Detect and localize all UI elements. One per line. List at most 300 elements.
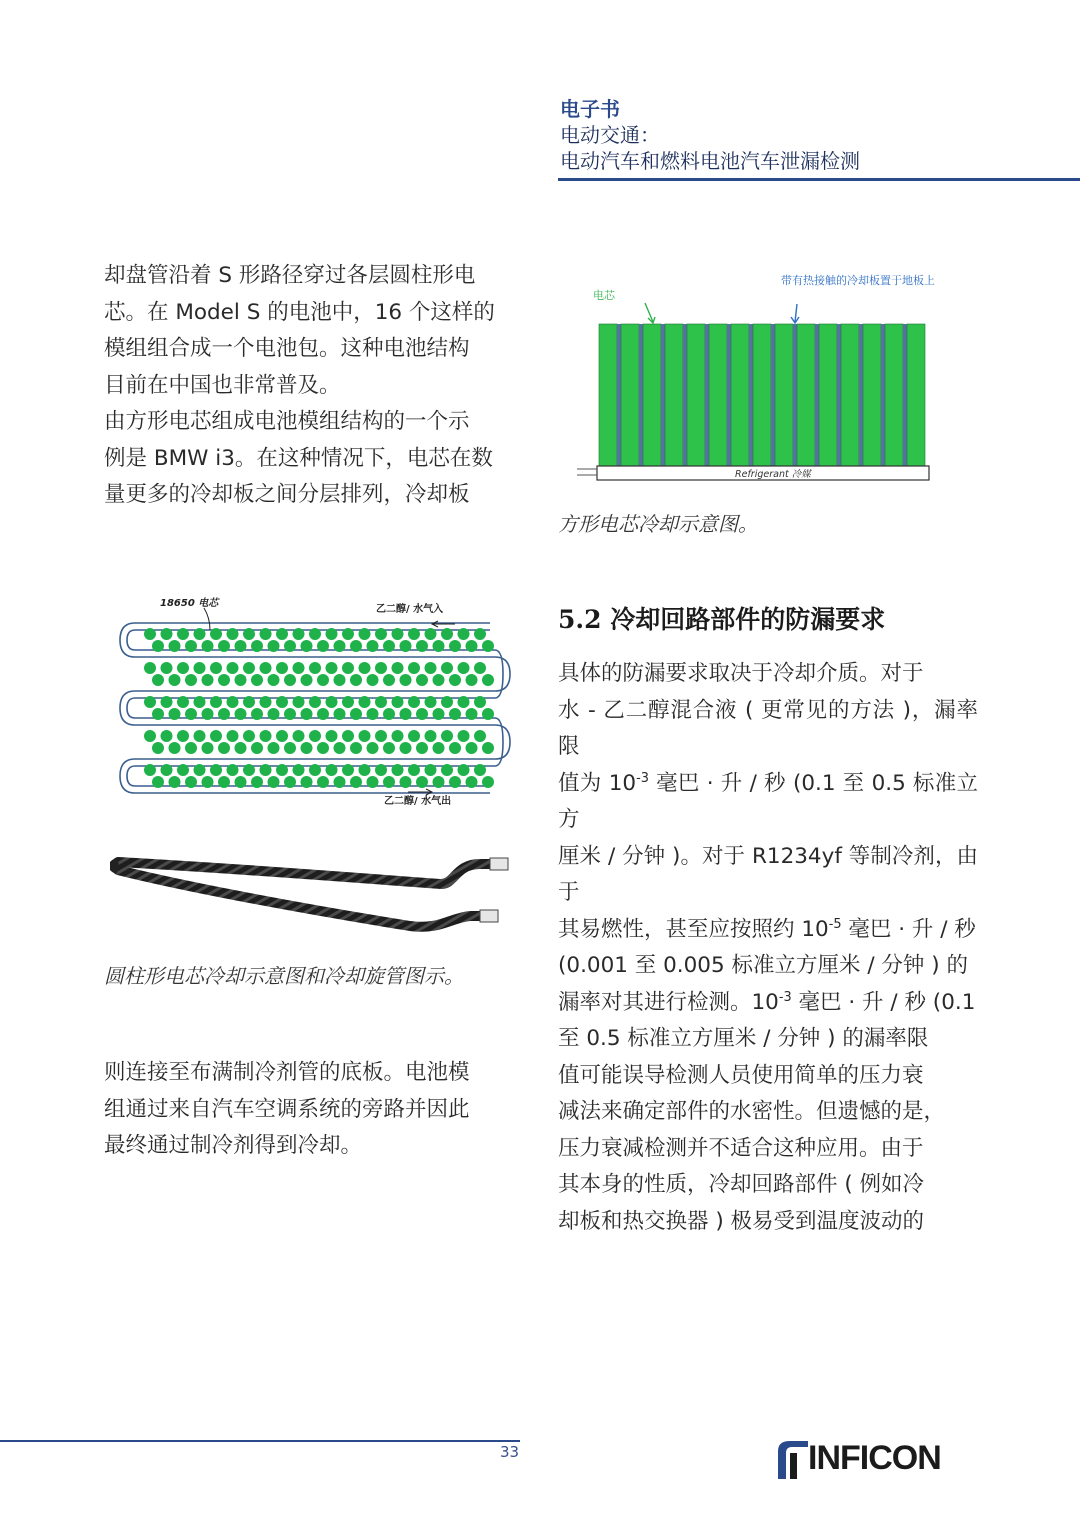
cylindrical-cell bbox=[474, 662, 486, 674]
cylindrical-cell bbox=[169, 742, 181, 754]
cylindrical-cell bbox=[392, 696, 404, 708]
cylindrical-cell bbox=[251, 640, 263, 652]
text-line: 芯。在 Model S 的电池中，16 个这样的 bbox=[104, 299, 495, 325]
cylindrical-cell bbox=[301, 776, 313, 788]
cylindrical-cell bbox=[482, 708, 494, 720]
cylindrical-cell bbox=[251, 776, 263, 788]
cylindrical-cell bbox=[161, 628, 173, 640]
text-segment: 毫巴 · 升 / 秒 (0.1 至 0.5 标准立方 bbox=[558, 770, 978, 832]
cylindrical-cell bbox=[227, 764, 239, 776]
cylindrical-cell bbox=[144, 628, 156, 640]
prismatic-cell bbox=[643, 324, 661, 466]
text-line: 其本身的性质，冷却回路部件 ( 例如冷 bbox=[558, 1172, 925, 1197]
left-column-bottom bbox=[104, 1055, 524, 1165]
cylindrical-cell bbox=[218, 776, 230, 788]
cell-label: 18650 电芯 bbox=[160, 598, 219, 609]
cylindrical-cell bbox=[342, 764, 354, 776]
cylindrical-cell bbox=[317, 640, 329, 652]
cooling-plate bbox=[837, 324, 841, 466]
text-line: 量更多的冷却板之间分层排列，冷却板 bbox=[104, 482, 470, 507]
cylindrical-cell bbox=[309, 628, 321, 640]
cylindrical-cell bbox=[152, 742, 164, 754]
cylindrical-cell bbox=[425, 628, 437, 640]
cylindrical-cell bbox=[251, 708, 263, 720]
cylindrical-cell bbox=[342, 730, 354, 742]
cooling-plate bbox=[903, 324, 907, 466]
cylindrical-cell bbox=[235, 708, 247, 720]
cylindrical-cell bbox=[210, 628, 222, 640]
cylindrical-cell bbox=[383, 640, 395, 652]
cylindrical-cell bbox=[433, 708, 445, 720]
prismatic-cell bbox=[819, 324, 837, 466]
cylindrical-cell bbox=[408, 696, 420, 708]
cylindrical-cell bbox=[218, 708, 230, 720]
cylindrical-cell bbox=[243, 628, 255, 640]
cylindrical-cell bbox=[383, 674, 395, 686]
cylindrical-cell bbox=[466, 674, 478, 686]
cylindrical-cell bbox=[144, 696, 156, 708]
cooling-plate bbox=[705, 324, 709, 466]
cylindrical-cell bbox=[449, 776, 461, 788]
cylindrical-cell bbox=[301, 674, 313, 686]
cooling-coil-illustration bbox=[110, 848, 520, 948]
cylindrical-cell bbox=[474, 628, 486, 640]
cylindrical-cell bbox=[293, 696, 305, 708]
prismatic-cell bbox=[687, 324, 705, 466]
cylindrical-cell bbox=[202, 742, 214, 754]
exponent: -3 bbox=[636, 770, 649, 786]
cylindrical-cell bbox=[433, 640, 445, 652]
text-line: 压力衰减检测并不适合这种应用。由于 bbox=[558, 1135, 924, 1161]
prismatic-cell bbox=[731, 324, 749, 466]
outlet-label: 乙二醇/ 水气出 bbox=[384, 796, 452, 807]
cell-pointer-arrow bbox=[204, 608, 210, 630]
cylindrical-cell bbox=[350, 742, 362, 754]
cooling-plate bbox=[749, 324, 753, 466]
cylindrical-cell bbox=[152, 776, 164, 788]
cylindrical-cell bbox=[416, 776, 428, 788]
cylindrical-cell bbox=[317, 776, 329, 788]
cylindrical-cell bbox=[367, 640, 379, 652]
cylindrical-cell bbox=[260, 764, 272, 776]
text-line: 组通过来自汽车空调系统的旁路并因此 bbox=[104, 1096, 470, 1122]
cylindrical-cell bbox=[243, 662, 255, 674]
cylindrical-cell bbox=[326, 662, 338, 674]
cylindrical-cell bbox=[276, 696, 288, 708]
cylindrical-cell bbox=[375, 730, 387, 742]
cylindrical-cell bbox=[342, 628, 354, 640]
cylindrical-cell bbox=[284, 742, 296, 754]
text-line: 目前在中国也非常普及。 bbox=[104, 372, 341, 398]
cylindrical-cell bbox=[367, 742, 379, 754]
cylindrical-cell bbox=[301, 742, 313, 754]
cylindrical-cell bbox=[466, 640, 478, 652]
cylindrical-cell bbox=[227, 730, 239, 742]
cylindrical-cell bbox=[408, 730, 420, 742]
inficon-logo-text: INFICON bbox=[808, 1439, 941, 1477]
cylindrical-cell bbox=[408, 764, 420, 776]
plate-arrow bbox=[791, 304, 799, 323]
cylindrical-cell bbox=[342, 696, 354, 708]
text-segment: 漏率对其进行检测。10 bbox=[558, 989, 779, 1015]
cylindrical-cell bbox=[458, 764, 470, 776]
cylindrical-cell bbox=[227, 696, 239, 708]
cylindrical-cell bbox=[334, 640, 346, 652]
inficon-logo bbox=[770, 1435, 980, 1485]
cylindrical-cell bbox=[235, 742, 247, 754]
cylindrical-cell bbox=[144, 730, 156, 742]
cylindrical-cell bbox=[482, 674, 494, 686]
cylindrical-cell bbox=[194, 628, 206, 640]
cylindrical-cell bbox=[375, 764, 387, 776]
cylindrical-cell bbox=[383, 708, 395, 720]
cylindrical-cell bbox=[466, 776, 478, 788]
cylindrical-cell bbox=[482, 742, 494, 754]
prismatic-cell bbox=[599, 324, 617, 466]
cylindrical-cell bbox=[334, 674, 346, 686]
cylindrical-cell bbox=[367, 776, 379, 788]
section-title: 5.2 冷却回路部件的防漏要求 bbox=[558, 605, 886, 634]
cylindrical-cell bbox=[392, 764, 404, 776]
cylindrical-cell bbox=[210, 730, 222, 742]
figure-caption-cylindrical: 圆柱形电芯冷却示意图和冷却旋管图示。 bbox=[104, 964, 464, 988]
cylindrical-cell bbox=[251, 674, 263, 686]
cylindrical-cell bbox=[482, 776, 494, 788]
cooling-plate bbox=[793, 324, 797, 466]
cooling-plate bbox=[683, 324, 687, 466]
cylindrical-cell bbox=[185, 640, 197, 652]
plate-label: 带有热接触的冷却板置于地板上 bbox=[781, 274, 935, 287]
cylindrical-cell bbox=[301, 708, 313, 720]
cylindrical-cell bbox=[268, 742, 280, 754]
prismatic-cells bbox=[599, 324, 925, 466]
cylindrical-cell bbox=[449, 674, 461, 686]
cylindrical-cell bbox=[474, 730, 486, 742]
cylindrical-cell bbox=[326, 696, 338, 708]
cylindrical-cell bbox=[482, 640, 494, 652]
paragraph-model-s bbox=[104, 258, 524, 404]
header-subtitle-1: 电动交通： bbox=[560, 123, 660, 147]
cylindrical-cell bbox=[276, 662, 288, 674]
cylindrical-cell bbox=[243, 764, 255, 776]
prismatic-cell bbox=[621, 324, 639, 466]
cylindrical-cell bbox=[392, 730, 404, 742]
cylindrical-cell bbox=[474, 764, 486, 776]
cylindrical-cell bbox=[408, 662, 420, 674]
cylindrical-cell bbox=[367, 708, 379, 720]
right-column-body bbox=[558, 656, 978, 1240]
cylindrical-cell bbox=[317, 674, 329, 686]
cylindrical-cell bbox=[334, 776, 346, 788]
cylindrical-cell bbox=[416, 674, 428, 686]
cylindrical-cell bbox=[458, 730, 470, 742]
text-line: 例是 BMW i3。在这种情况下，电芯在数 bbox=[104, 445, 493, 471]
prismatic-cell bbox=[753, 324, 771, 466]
cylindrical-cell bbox=[218, 640, 230, 652]
cylindrical-cell bbox=[194, 730, 206, 742]
exponent: -5 bbox=[828, 916, 842, 932]
cooling-plate bbox=[617, 324, 621, 466]
text-line: 却板和热交换器 ) 极易受到温度波动的 bbox=[558, 1208, 925, 1234]
cylindrical-cell bbox=[260, 662, 272, 674]
cylindrical-cell bbox=[210, 696, 222, 708]
cylindrical-cell bbox=[359, 696, 371, 708]
cylindrical-cell bbox=[293, 764, 305, 776]
cylindrical-cell bbox=[194, 662, 206, 674]
cylindrical-cell bbox=[293, 730, 305, 742]
cylindrical-cell bbox=[400, 742, 412, 754]
coil-loop-end bbox=[113, 862, 118, 870]
cylindrical-cell bbox=[260, 628, 272, 640]
left-column-top bbox=[104, 258, 524, 514]
cylindrical-cell bbox=[375, 662, 387, 674]
cylindrical-cell bbox=[144, 764, 156, 776]
cylindrical-cell bbox=[326, 628, 338, 640]
cooling-plate bbox=[859, 324, 863, 466]
cylindrical-cell bbox=[375, 696, 387, 708]
cylindrical-cell bbox=[425, 662, 437, 674]
text-line: (0.001 至 0.005 标准立方厘米 / 分钟 ) 的 bbox=[558, 953, 968, 978]
cylindrical-cell bbox=[227, 662, 239, 674]
cylindrical-cell bbox=[235, 776, 247, 788]
cylindrical-cell bbox=[466, 708, 478, 720]
prismatic-cell bbox=[841, 324, 859, 466]
cylindrical-cell bbox=[152, 640, 164, 652]
cylindrical-cell-diagram bbox=[110, 590, 520, 815]
cylindrical-cell bbox=[177, 764, 189, 776]
cylindrical-cell bbox=[144, 662, 156, 674]
cylindrical-cell bbox=[367, 674, 379, 686]
cylindrical-cell bbox=[309, 764, 321, 776]
cylindrical-cell bbox=[284, 674, 296, 686]
cylindrical-cell bbox=[350, 640, 362, 652]
cylindrical-cell bbox=[317, 708, 329, 720]
cooling-plate bbox=[661, 324, 665, 466]
cylindrical-cell bbox=[425, 730, 437, 742]
cooling-plate bbox=[639, 324, 643, 466]
cylindrical-cell bbox=[375, 628, 387, 640]
cylindrical-cell bbox=[309, 730, 321, 742]
text-segment: 毫巴 · 升 / 秒 bbox=[841, 916, 976, 942]
cylindrical-cell bbox=[185, 776, 197, 788]
text-line: 厘米 / 分钟 )。对于 R1234yf 等制冷剂，由于 bbox=[558, 843, 978, 905]
prismatic-cell bbox=[665, 324, 683, 466]
cylindrical-cell bbox=[400, 674, 412, 686]
cylindrical-cell bbox=[342, 662, 354, 674]
document-header bbox=[560, 96, 1080, 174]
cylindrical-cell bbox=[441, 764, 453, 776]
cylindrical-cell bbox=[276, 764, 288, 776]
cylindrical-cell bbox=[441, 730, 453, 742]
cylindrical-cell bbox=[185, 742, 197, 754]
cylindrical-cell bbox=[251, 742, 263, 754]
cylindrical-cell bbox=[449, 708, 461, 720]
cooling-plate bbox=[771, 324, 775, 466]
cylindrical-cell bbox=[177, 662, 189, 674]
cylindrical-cell bbox=[185, 708, 197, 720]
cylindrical-cell bbox=[383, 742, 395, 754]
figure-caption-prismatic: 方形电芯冷却示意图。 bbox=[558, 512, 758, 536]
cylindrical-cell bbox=[359, 628, 371, 640]
cylindrical-cell bbox=[177, 696, 189, 708]
cylindrical-cell bbox=[268, 674, 280, 686]
cylindrical-cell bbox=[309, 662, 321, 674]
cylindrical-cell bbox=[350, 674, 362, 686]
cylindrical-cell bbox=[350, 776, 362, 788]
cylindrical-cell bbox=[161, 764, 173, 776]
cylindrical-cell bbox=[359, 730, 371, 742]
cylindrical-cell bbox=[326, 730, 338, 742]
prismatic-cell bbox=[885, 324, 903, 466]
coil-fitting-lower bbox=[480, 910, 498, 922]
cylindrical-cell bbox=[392, 662, 404, 674]
cylindrical-cell bbox=[400, 640, 412, 652]
cylindrical-cell bbox=[152, 708, 164, 720]
cylindrical-cell bbox=[433, 674, 445, 686]
cylindrical-cell bbox=[243, 730, 255, 742]
text-segment: 其易燃性，甚至应按照约 10 bbox=[558, 916, 829, 942]
text-line bbox=[558, 766, 978, 839]
cylindrical-cell bbox=[350, 708, 362, 720]
header-divider bbox=[558, 178, 1080, 181]
cylindrical-cell bbox=[194, 696, 206, 708]
cylindrical-cell bbox=[334, 742, 346, 754]
cylindrical-cell bbox=[441, 662, 453, 674]
text-line bbox=[558, 985, 978, 1022]
cylindrical-cell bbox=[243, 696, 255, 708]
cylindrical-cell bbox=[449, 742, 461, 754]
text-line: 模组组合成一个电池包。这种电池结构 bbox=[104, 336, 470, 361]
cylindrical-cell bbox=[441, 696, 453, 708]
text-segment: 值为 10 bbox=[558, 770, 637, 796]
cylindrical-cell bbox=[161, 696, 173, 708]
text-line: 水 - 乙二醇混合液 ( 更常见的方法 )，漏率限 bbox=[558, 697, 978, 759]
text-line: 具体的防漏要求取决于冷却介质。对于 bbox=[558, 661, 924, 686]
cylindrical-cell bbox=[458, 696, 470, 708]
prismatic-cell bbox=[797, 324, 815, 466]
text-line: 值可能误导检测人员使用简单的压力衰 bbox=[558, 1062, 924, 1088]
cooling-plate bbox=[815, 324, 819, 466]
page-number: 33 bbox=[500, 1443, 520, 1461]
cylindrical-cell bbox=[218, 674, 230, 686]
cylindrical-cell bbox=[268, 708, 280, 720]
cylindrical-cell bbox=[359, 764, 371, 776]
cylindrical-cell bbox=[474, 696, 486, 708]
cylindrical-cell bbox=[400, 776, 412, 788]
cylindrical-cell bbox=[441, 628, 453, 640]
text-line bbox=[558, 912, 978, 949]
cylindrical-cell bbox=[309, 696, 321, 708]
cylindrical-cell bbox=[227, 628, 239, 640]
cylindrical-cell bbox=[210, 662, 222, 674]
prismatic-cell-label: 电芯 bbox=[593, 289, 615, 302]
prismatic-cell bbox=[907, 324, 925, 466]
cylindrical-cell bbox=[433, 776, 445, 788]
cylindrical-cell bbox=[433, 742, 445, 754]
cylindrical-cell bbox=[260, 730, 272, 742]
cylindrical-cell bbox=[268, 776, 280, 788]
coil-fitting-upper bbox=[490, 858, 508, 870]
refrigerant-label: Refrigerant 冷媒 bbox=[735, 469, 811, 480]
cooling-plate bbox=[881, 324, 885, 466]
cylindrical-cell bbox=[400, 708, 412, 720]
cylindrical-cell bbox=[177, 730, 189, 742]
cylindrical-cell bbox=[425, 696, 437, 708]
cylindrical-cell bbox=[416, 708, 428, 720]
header-subtitle-2: 电动汽车和燃料电池汽车泄漏检测 bbox=[560, 149, 860, 173]
text-line: 却盘管沿着 S 形路径穿过各层圆柱形电 bbox=[104, 263, 476, 288]
cylindrical-cell bbox=[416, 742, 428, 754]
cylindrical-cell bbox=[284, 640, 296, 652]
prismatic-cell bbox=[863, 324, 881, 466]
prismatic-cell bbox=[775, 324, 793, 466]
cylindrical-cell bbox=[202, 640, 214, 652]
cylindrical-cell bbox=[169, 674, 181, 686]
cylindrical-cell bbox=[458, 628, 470, 640]
cylindrical-cell bbox=[177, 628, 189, 640]
inlet-arrow bbox=[432, 621, 455, 627]
outlet-arrow bbox=[408, 789, 432, 795]
footer-divider bbox=[0, 1440, 520, 1442]
ebook-label: 电子书 bbox=[560, 97, 620, 121]
text-line: 则连接至布满制冷剂管的底板。电池模 bbox=[104, 1060, 470, 1085]
cylindrical-cell bbox=[210, 764, 222, 776]
cylindrical-cell bbox=[276, 628, 288, 640]
cylindrical-cell bbox=[202, 674, 214, 686]
cylindrical-cell bbox=[317, 742, 329, 754]
cylindrical-cell bbox=[326, 764, 338, 776]
cylindrical-cells bbox=[144, 628, 494, 788]
cylindrical-cell bbox=[334, 708, 346, 720]
cylindrical-cell bbox=[185, 674, 197, 686]
cylindrical-cell bbox=[392, 628, 404, 640]
cylindrical-cell bbox=[416, 640, 428, 652]
cylindrical-cell bbox=[284, 708, 296, 720]
cylindrical-cell bbox=[449, 640, 461, 652]
cylindrical-cell bbox=[293, 662, 305, 674]
cylindrical-cell bbox=[169, 640, 181, 652]
prismatic-cell-diagram bbox=[575, 266, 965, 484]
paragraph-bmw-i3 bbox=[104, 404, 524, 514]
cylindrical-cell bbox=[161, 662, 173, 674]
prismatic-cell bbox=[709, 324, 727, 466]
inlet-label: 乙二醇/ 水气入 bbox=[376, 604, 444, 615]
cooling-plate bbox=[727, 324, 731, 466]
cylindrical-cell bbox=[169, 776, 181, 788]
cylindrical-cell bbox=[425, 764, 437, 776]
cylindrical-cell bbox=[359, 662, 371, 674]
cell-arrow bbox=[645, 303, 655, 323]
cylindrical-cell bbox=[152, 674, 164, 686]
cylindrical-cell bbox=[284, 776, 296, 788]
text-line: 减法来确定部件的水密性。但遗憾的是， bbox=[558, 1099, 946, 1124]
cylindrical-cell bbox=[218, 742, 230, 754]
cylindrical-cell bbox=[301, 640, 313, 652]
cylindrical-cell bbox=[268, 640, 280, 652]
text-line: 至 0.5 标准立方厘米 / 分钟 ) 的漏率限 bbox=[558, 1026, 929, 1051]
cylindrical-cell bbox=[293, 628, 305, 640]
cylindrical-cell bbox=[235, 640, 247, 652]
text-line: 最终通过制冷剂得到冷却。 bbox=[104, 1133, 363, 1158]
cylindrical-cell bbox=[202, 776, 214, 788]
exponent: -3 bbox=[778, 989, 792, 1005]
cylindrical-cell bbox=[458, 662, 470, 674]
cylindrical-cell bbox=[276, 730, 288, 742]
cylindrical-cell bbox=[202, 708, 214, 720]
cylindrical-cell bbox=[161, 730, 173, 742]
text-segment: 毫巴 · 升 / 秒 (0.1 bbox=[791, 989, 976, 1015]
cylindrical-cell bbox=[408, 628, 420, 640]
